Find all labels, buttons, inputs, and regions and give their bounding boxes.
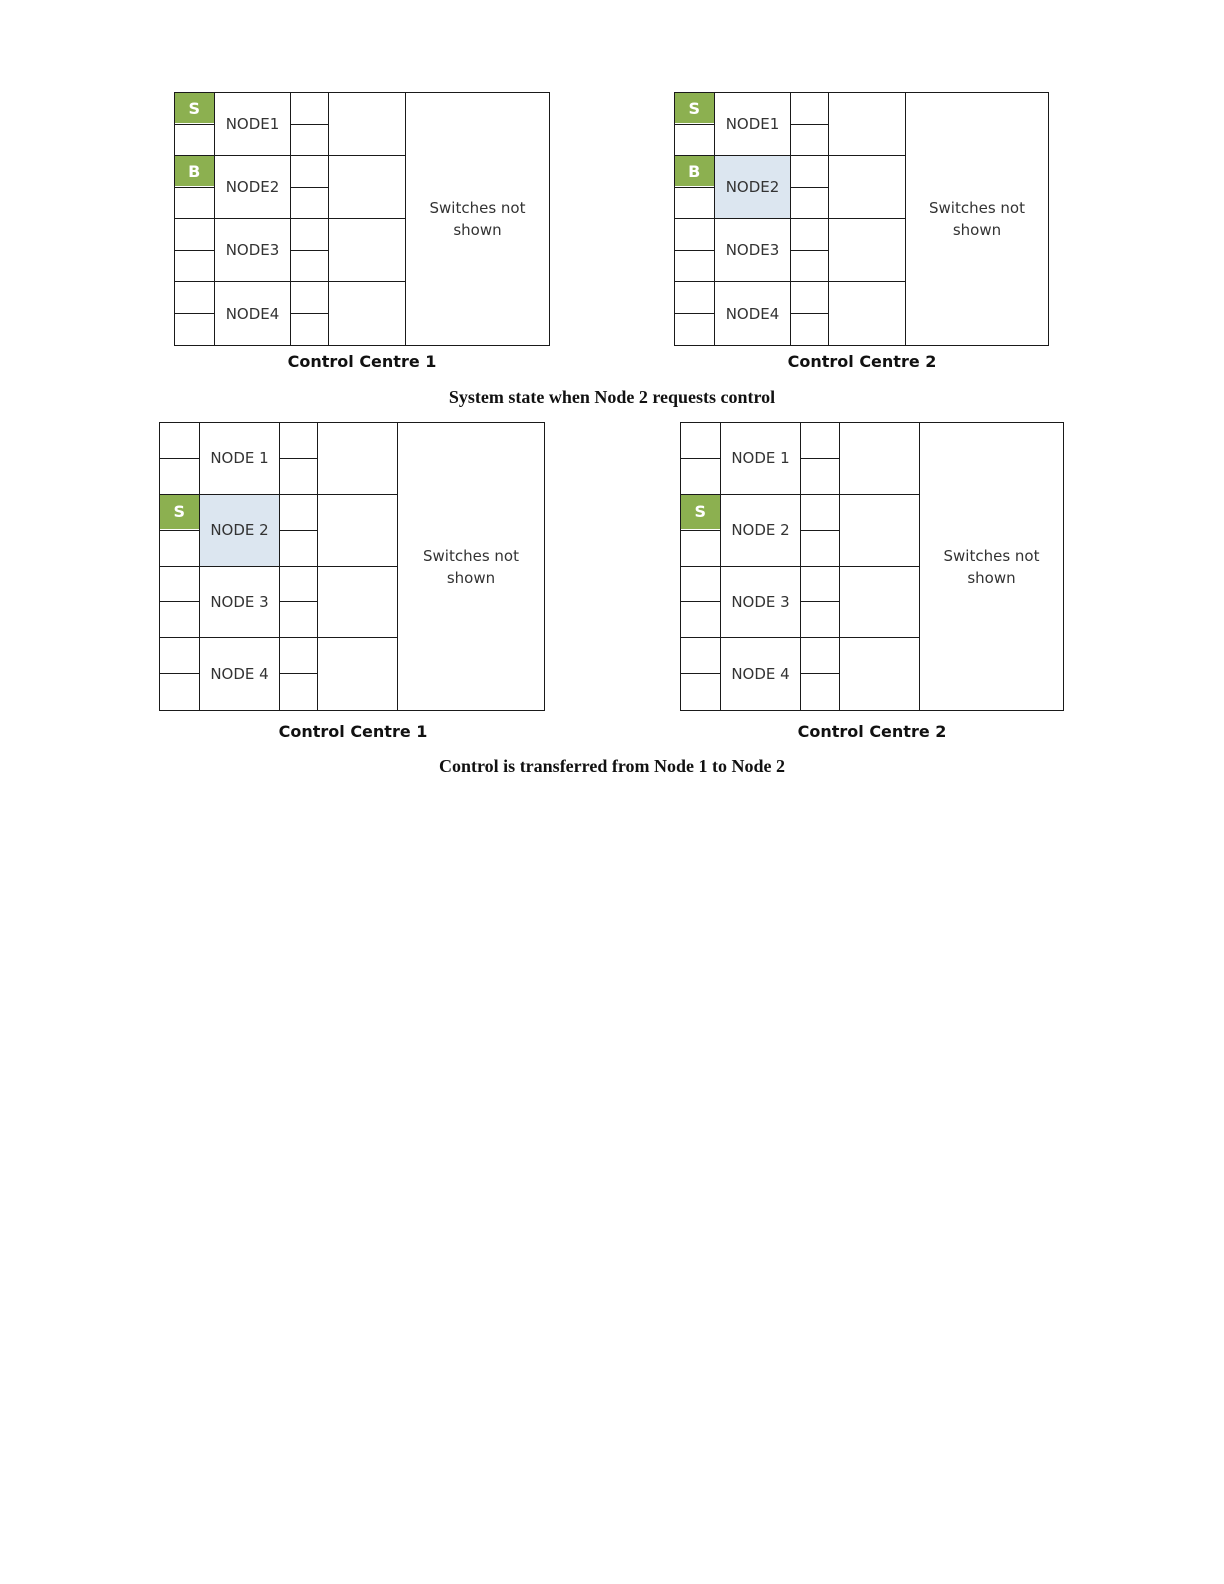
- bottom-right-panel: [680, 422, 1064, 711]
- slot-cell: [801, 423, 840, 459]
- node-number: 2: [269, 178, 280, 196]
- switches-label: Switches not shown: [429, 199, 526, 239]
- badge-slot: [160, 459, 200, 495]
- control-cell: [840, 495, 920, 567]
- slot-cell: [801, 638, 840, 674]
- slot-cell: [280, 423, 318, 459]
- slot-cell: [791, 188, 829, 220]
- control-cell: [318, 567, 398, 639]
- slot-cell: [291, 251, 329, 283]
- node-label: NODE: [725, 115, 770, 133]
- slot-cell: [280, 674, 318, 710]
- slot-cell: [291, 125, 329, 157]
- badge-slot: [675, 314, 715, 346]
- badge-slot: [175, 282, 215, 314]
- badge-slot: [681, 638, 721, 674]
- badge-slot: [675, 125, 715, 157]
- badge-slot: [160, 567, 200, 603]
- slot-cell: [791, 314, 829, 346]
- node-cell-4: [715, 282, 791, 345]
- slot-cell: [280, 567, 318, 603]
- node-label: NODE: [725, 304, 770, 323]
- slot-cell: [801, 674, 840, 710]
- node-label: NODE: [225, 241, 270, 259]
- control-cell: [329, 219, 406, 282]
- slot-cell: [791, 93, 829, 125]
- slot-cell: [801, 602, 840, 638]
- node-label: NODE: [225, 304, 270, 323]
- badge-slot: [175, 219, 215, 251]
- node-cell-2: [215, 156, 291, 219]
- node-label: NODE 2: [210, 521, 269, 540]
- node-cell-1: [200, 423, 280, 495]
- slot-cell: [280, 638, 318, 674]
- badge-slot: [681, 602, 721, 638]
- badge-slot: [175, 314, 215, 346]
- badge-slot: [681, 567, 721, 603]
- node-cell-3: [715, 219, 791, 282]
- status-badge-s: S: [175, 93, 214, 123]
- badge-slot: [160, 602, 200, 638]
- switches-label: Switches not shown: [943, 546, 1040, 587]
- node-cell-4: [721, 638, 801, 710]
- badge-slot: [675, 219, 715, 251]
- top-left-caption: Control Centre 1: [287, 352, 437, 371]
- badge-slot: [681, 459, 721, 495]
- node-cell-1: [215, 93, 291, 156]
- node-label: NODE 1: [731, 449, 790, 468]
- top-right-caption: Control Centre 2: [787, 352, 937, 371]
- badge-slot: [675, 282, 715, 314]
- control-cell: [329, 93, 406, 156]
- top-right-panel: [674, 92, 1049, 346]
- slot-cell: [291, 314, 329, 346]
- node-number: 3: [769, 241, 780, 259]
- switches-label: Switches not shown: [423, 546, 519, 587]
- node-cell-3: [215, 219, 291, 282]
- node-cell-2: [200, 495, 280, 567]
- slot-cell: [801, 531, 840, 567]
- slot-cell: [791, 156, 829, 188]
- slot-cell: [791, 125, 829, 157]
- slot-cell: [791, 282, 829, 314]
- badge-slot: [160, 638, 200, 674]
- node-number: 3: [269, 241, 280, 259]
- node-label: NODE 1: [210, 449, 269, 468]
- badge-slot: [160, 674, 200, 710]
- switches-area: [906, 93, 1048, 345]
- control-cell: [329, 156, 406, 219]
- control-cell: [829, 93, 906, 156]
- badge-slot: [160, 423, 200, 459]
- node-number: 1: [269, 115, 280, 133]
- badge-slot: [160, 531, 200, 567]
- bottom-left-caption: Control Centre 1: [278, 722, 428, 741]
- node-cell-4: [215, 282, 291, 345]
- bottom-right-caption: Control Centre 2: [797, 722, 947, 741]
- node-cell-3: [200, 567, 280, 639]
- node-label: NODE 4: [731, 665, 790, 684]
- control-cell: [840, 567, 920, 639]
- top-left-panel: [174, 92, 550, 346]
- node-label: NODE: [725, 241, 770, 259]
- slot-cell: [291, 93, 329, 125]
- control-cell: [318, 423, 398, 495]
- status-badge-b: B: [175, 156, 214, 186]
- node-number: 1: [769, 115, 780, 133]
- control-cell: [829, 156, 906, 219]
- control-cell: [840, 638, 920, 710]
- node-label: NODE: [725, 178, 770, 196]
- switches-label: Switches not shown: [929, 199, 1025, 239]
- node-number: 4: [769, 304, 780, 323]
- node-cell-1: [715, 93, 791, 156]
- status-badge-s: S: [675, 93, 714, 123]
- switches-area: [398, 423, 544, 710]
- status-badge-s: S: [160, 495, 199, 529]
- bottom-title: Control is transferred from Node 1 to Node 2: [439, 756, 785, 776]
- node-cell-2: [715, 156, 791, 219]
- slot-cell: [801, 495, 840, 531]
- control-cell: [318, 638, 398, 710]
- badge-slot: [681, 423, 721, 459]
- node-label: NODE: [225, 115, 270, 133]
- slot-cell: [280, 602, 318, 638]
- top-title: System state when Node 2 requests control: [448, 387, 776, 407]
- control-cell: [329, 282, 406, 345]
- badge-slot: [675, 251, 715, 283]
- node-cell-4: [200, 638, 280, 710]
- badge-slot: [681, 531, 721, 567]
- slot-cell: [280, 459, 318, 495]
- slot-cell: [280, 495, 318, 531]
- control-cell: [829, 219, 906, 282]
- badge-slot: [681, 674, 721, 710]
- slot-cell: [291, 282, 329, 314]
- switches-area: [920, 423, 1063, 710]
- slot-cell: [291, 219, 329, 251]
- status-badge-s: S: [681, 495, 720, 529]
- status-badge-b: B: [675, 156, 714, 186]
- node-cell-2: [721, 495, 801, 567]
- slot-cell: [791, 251, 829, 283]
- control-cell: [318, 495, 398, 567]
- node-label: NODE: [225, 178, 270, 196]
- badge-slot: [175, 251, 215, 283]
- slot-cell: [801, 459, 840, 495]
- control-cell: [829, 282, 906, 345]
- node-label: NODE 2: [731, 521, 790, 540]
- slot-cell: [791, 219, 829, 251]
- slot-cell: [280, 531, 318, 567]
- node-number: 4: [269, 304, 280, 323]
- slot-cell: [291, 156, 329, 188]
- slot-cell: [801, 567, 840, 603]
- control-cell: [840, 423, 920, 495]
- badge-slot: [675, 188, 715, 220]
- node-label: NODE 3: [731, 592, 790, 611]
- switches-area: [406, 93, 549, 345]
- node-cell-3: [721, 567, 801, 639]
- slot-cell: [291, 188, 329, 220]
- badge-slot: [175, 188, 215, 220]
- bottom-left-panel: [159, 422, 545, 711]
- node-number: 2: [769, 178, 780, 196]
- node-cell-1: [721, 423, 801, 495]
- badge-slot: [175, 125, 215, 157]
- node-label: NODE 3: [210, 592, 269, 611]
- node-label: NODE 4: [210, 665, 269, 684]
